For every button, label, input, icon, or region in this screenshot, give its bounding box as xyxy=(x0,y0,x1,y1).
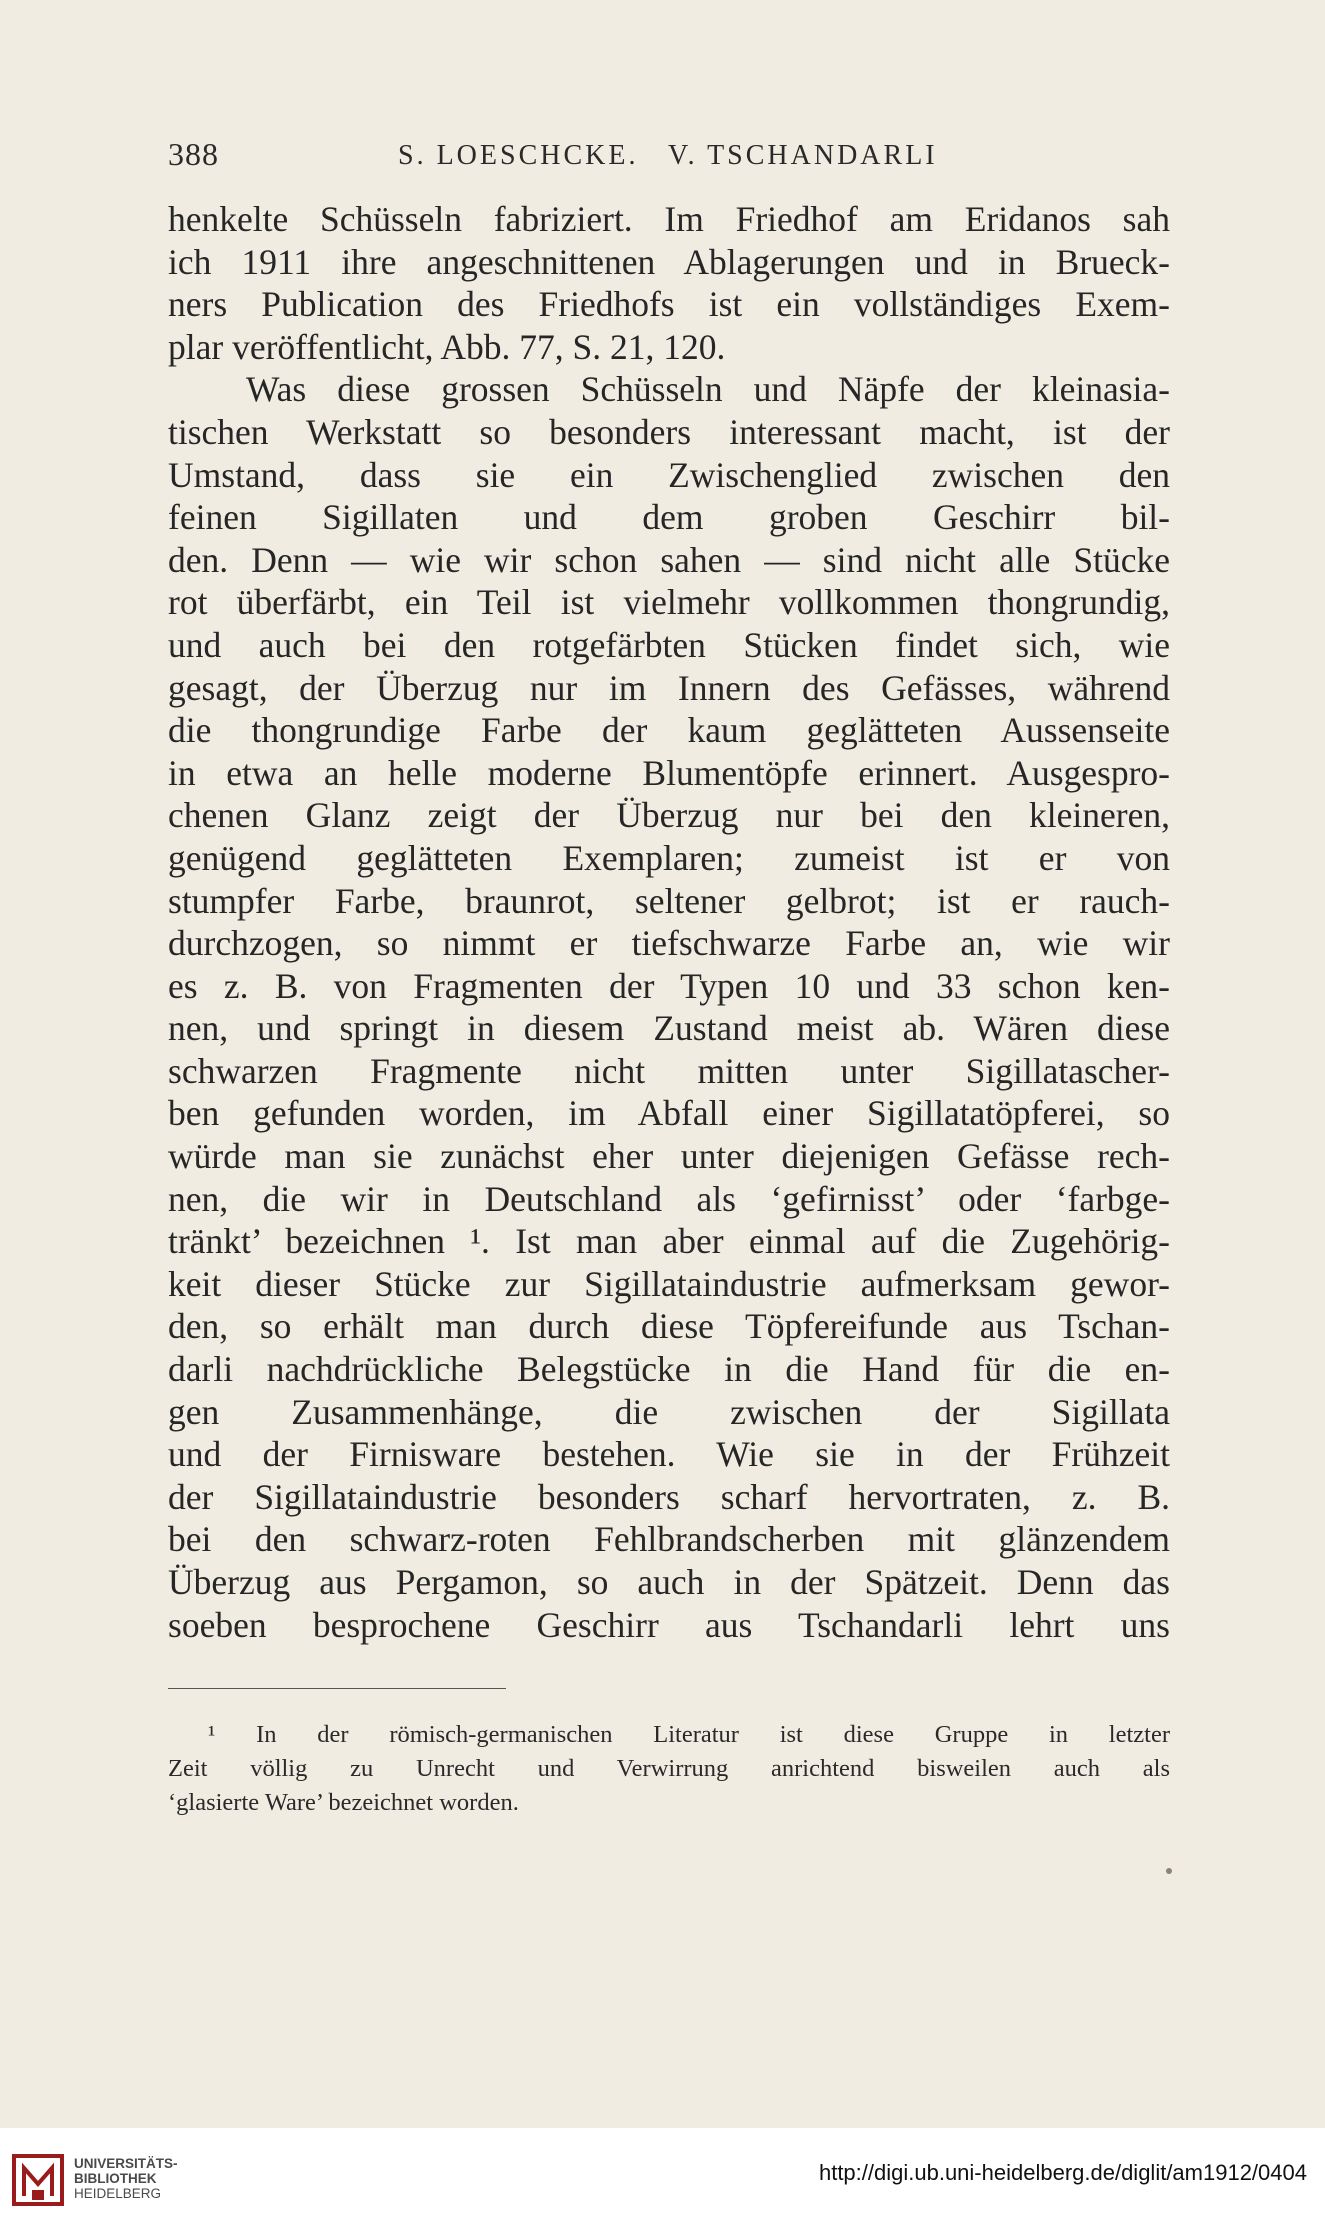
text-line: würde man sie zunächst eher unter diejenigen Gefässe rech- xyxy=(168,1136,1170,1177)
running-head: S. LOESCHCKE. V. TSCHANDARLI xyxy=(398,140,938,171)
heidelberg-university-library-logo xyxy=(10,2150,66,2210)
library-name-line: UNIVERSITÄTS- xyxy=(74,2156,178,2171)
text-line: nen, und springt in diesem Zustand meist ab. Wären diese xyxy=(168,1008,1170,1049)
library-name xyxy=(74,2156,234,2201)
footnote-line: ¹ In der römisch-germanischen Literatur ist diese Gruppe in letzter xyxy=(208,1721,1170,1748)
text-line: ben gefunden worden, im Abfall einer Sigillatatöpferei, so xyxy=(168,1093,1170,1134)
text-line: tischen Werkstatt so besonders interessant macht, ist der xyxy=(168,411,1170,452)
page-header xyxy=(168,136,1168,184)
text-line: henkelte Schüsseln fabriziert. Im Friedhof am Eridanos sah xyxy=(168,199,1170,239)
paper-spot xyxy=(1166,1868,1172,1874)
footer-bar xyxy=(0,2128,1325,2226)
text-line: ners Publication des Friedhofs ist ein vollständiges Exem- xyxy=(168,284,1170,325)
text-line: darli nachdrückliche Belegstücke in die Hand für die en- xyxy=(168,1349,1170,1390)
text-line: rot überfärbt, ein Teil ist vielmehr vollkommen thongrundig, xyxy=(168,582,1170,623)
text-line: und der Firnisware bestehen. Wie sie in der Frühzeit xyxy=(168,1434,1170,1475)
text-line: Umstand, dass sie ein Zwischenglied zwischen den xyxy=(168,454,1170,495)
text-line: gesagt, der Überzug nur im Innern des Gefässes, während xyxy=(168,667,1170,708)
footnote-rule xyxy=(168,1688,506,1689)
text-line: in etwa an helle moderne Blumentöpfe erinnert. Ausgespro- xyxy=(168,752,1170,793)
text-line: soeben besprochene Geschirr aus Tschandarli lehrt uns xyxy=(168,1604,1170,1645)
text-line: bei den schwarz-roten Fehlbrandscherben mit glänzendem xyxy=(168,1519,1170,1560)
text-line: stumpfer Farbe, braunrot, seltener gelbrot; ist er rauch- xyxy=(168,880,1170,921)
text-line: schwarzen Fragmente nicht mitten unter Sigillatascher- xyxy=(168,1050,1170,1091)
text-line: durchzogen, so nimmt er tiefschwarze Farbe an, wie wir xyxy=(168,923,1170,964)
body-text xyxy=(168,198,1170,1646)
text-line: Überzug aus Pergamon, so auch in der Spätzeit. Denn das xyxy=(168,1562,1170,1602)
text-line: und auch bei den rotgefärbten Stücken findet sich, wie xyxy=(168,624,1170,665)
library-name-line: HEIDELBERG xyxy=(74,2186,162,2201)
text-line: tränkt’ bezeichnen ¹. Ist man aber einmal auf die Zugehörig- xyxy=(168,1221,1170,1262)
text-line: Was diese grossen Schüsseln und Näpfe der kleinasia- xyxy=(246,369,1170,410)
page-number: 388 xyxy=(168,136,219,172)
source-url-link[interactable]: http://digi.ub.uni-heidelberg.de/diglit/am1912/0404 xyxy=(818,2160,1307,2185)
text-line: feinen Sigillaten und dem groben Geschirr bil- xyxy=(168,497,1170,538)
text-line: ich 1911 ihre angeschnittenen Ablagerungen und in Brueck- xyxy=(168,241,1170,282)
text-line: gen Zusammenhänge, die zwischen der Sigillata xyxy=(168,1391,1170,1432)
text-line: keit dieser Stücke zur Sigillataindustrie aufmerksam gewor- xyxy=(168,1263,1170,1304)
text-line: die thongrundige Farbe der kaum geglätteten Aussenseite xyxy=(168,710,1170,751)
footnote-line: ‘glasierte Ware’ bezeichnet worden. xyxy=(168,1789,519,1816)
footnote-line: Zeit völlig zu Unrecht und Verwirrung anrichtend bisweilen auch als xyxy=(168,1755,1170,1782)
text-line: den. Denn — wie wir schon sahen — sind nicht alle Stücke xyxy=(168,539,1170,580)
text-line: es z. B. von Fragmenten der Typen 10 und 33 schon ken- xyxy=(168,965,1170,1006)
text-line: chenen Glanz zeigt der Überzug nur bei den kleineren, xyxy=(168,795,1170,836)
footnotes xyxy=(168,1718,1170,1820)
library-name-line: BIBLIOTHEK xyxy=(74,2171,157,2186)
text-line: genügend geglätteten Exemplaren; zumeist ist er von xyxy=(168,837,1170,878)
text-line: plar veröffentlicht, Abb. 77, S. 21, 120. xyxy=(168,326,726,367)
text-line: nen, die wir in Deutschland als ‘gefirnisst’ oder ‘farbge- xyxy=(168,1178,1170,1219)
text-line: den, so erhält man durch diese Töpfereifunde aus Tschan- xyxy=(168,1306,1170,1347)
text-line: der Sigillataindustrie besonders scharf hervortraten, z. B. xyxy=(168,1476,1170,1517)
